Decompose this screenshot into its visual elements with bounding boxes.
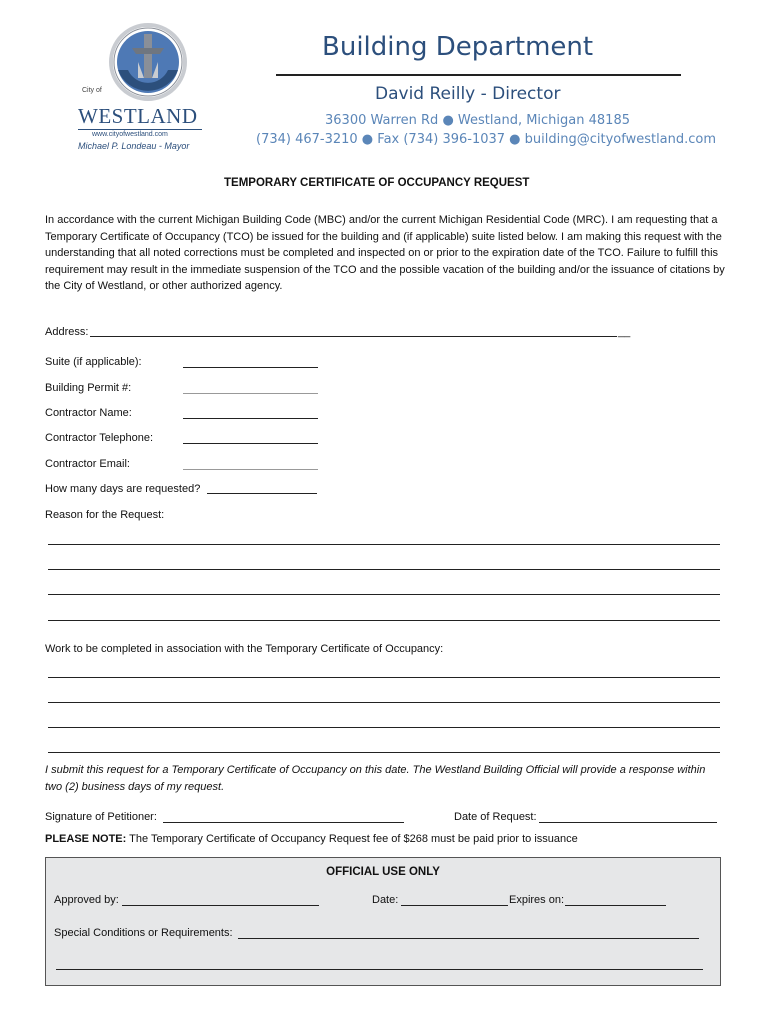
contractor-email-label: Contractor Email: — [45, 458, 130, 470]
department-title: Building Department — [322, 32, 594, 62]
work-line[interactable] — [48, 677, 720, 678]
days-requested-label: How many days are requested? — [45, 483, 201, 495]
form-title: TEMPORARY CERTIFICATE OF OCCUPANCY REQUEST — [224, 177, 530, 189]
special-conditions-line[interactable] — [56, 969, 703, 970]
contractor-phone-label: Contractor Telephone: — [45, 432, 154, 444]
director-line: David Reilly - Director — [375, 84, 561, 104]
wordmark-rule — [78, 129, 202, 130]
permit-input[interactable] — [183, 393, 318, 394]
official-date-input[interactable] — [401, 905, 508, 906]
official-use-title: OFFICIAL USE ONLY — [326, 866, 440, 878]
approved-by-input[interactable] — [122, 905, 319, 906]
reason-line[interactable] — [48, 594, 720, 595]
contractor-email-input[interactable] — [183, 469, 318, 470]
westland-wordmark: WESTLAND — [78, 104, 198, 128]
header-rule — [276, 74, 681, 76]
date-of-request-label: Date of Request: — [454, 811, 537, 823]
official-use-box — [45, 857, 721, 986]
contractor-phone-input[interactable] — [183, 443, 318, 444]
suite-input[interactable] — [183, 367, 318, 368]
expires-on-input[interactable] — [565, 905, 666, 906]
mayor-line: Michael P. Londeau - Mayor — [78, 141, 190, 151]
submission-statement: I submit this request for a Temporary Certificate of Occupancy on this date. The Westland Building Official will provide a response within two (2) business days of my request. — [45, 764, 706, 793]
suite-label: Suite (if applicable): — [45, 356, 142, 368]
special-conditions-label: Special Conditions or Requirements: — [54, 927, 233, 939]
address-end-underscores: __ — [618, 326, 631, 338]
city-website: www.cityofwestland.com — [92, 131, 168, 138]
city-logo — [78, 22, 208, 152]
reason-line[interactable] — [48, 569, 720, 570]
signature-label: Signature of Petitioner: — [45, 811, 157, 823]
intro-paragraph: In accordance with the current Michigan Building Code (MBC) and/or the current Michigan Residential Code (MRC). I am requesting that a Temporary Certificate of Occupancy (TCO) be issued for the building and (if applicable) suite listed below. I am making this request with the understanding that all noted corrections must be completed and inspected on or prior to the expiration date of the TCO. Failure to fulfill this requirement may result in the immediate suspension of the TCO and the possible vacation of the building and/or the issuance of citations by the City of Westland, or other authorized agency. — [45, 214, 725, 292]
work-line[interactable] — [48, 702, 720, 703]
fee-note-bold: PLEASE NOTE: — [45, 833, 127, 845]
city-of-label: City of — [82, 87, 102, 94]
official-date-label: Date: — [372, 894, 399, 906]
address-input[interactable] — [90, 336, 617, 337]
work-line[interactable] — [48, 752, 720, 753]
work-line[interactable] — [48, 727, 720, 728]
signature-input[interactable] — [163, 822, 404, 823]
contractor-name-input[interactable] — [183, 418, 318, 419]
city-seal-icon — [108, 22, 188, 102]
approved-by-label: Approved by: — [54, 894, 119, 906]
fee-note-text: The Temporary Certificate of Occupancy Request fee of $268 must be paid prior to issuance — [126, 833, 578, 845]
date-of-request-input[interactable] — [539, 822, 717, 823]
expires-on-label: Expires on: — [509, 894, 565, 906]
reason-line[interactable] — [48, 620, 720, 621]
fee-note — [45, 831, 578, 847]
special-conditions-input[interactable] — [238, 938, 699, 939]
days-requested-input[interactable] — [207, 493, 317, 494]
contractor-name-label: Contractor Name: — [45, 407, 132, 419]
address-label: Address: — [45, 326, 89, 338]
contact-line: (734) 467-3210 ● Fax (734) 396-1037 ● building@cityofwestland.com — [256, 132, 717, 147]
work-label: Work to be completed in association with the Temporary Certificate of Occupancy: — [45, 643, 444, 655]
reason-line[interactable] — [48, 544, 720, 545]
address-line: 36300 Warren Rd ● Westland, Michigan 48185 — [325, 113, 630, 128]
permit-label: Building Permit #: — [45, 382, 132, 394]
reason-label: Reason for the Request: — [45, 509, 165, 521]
